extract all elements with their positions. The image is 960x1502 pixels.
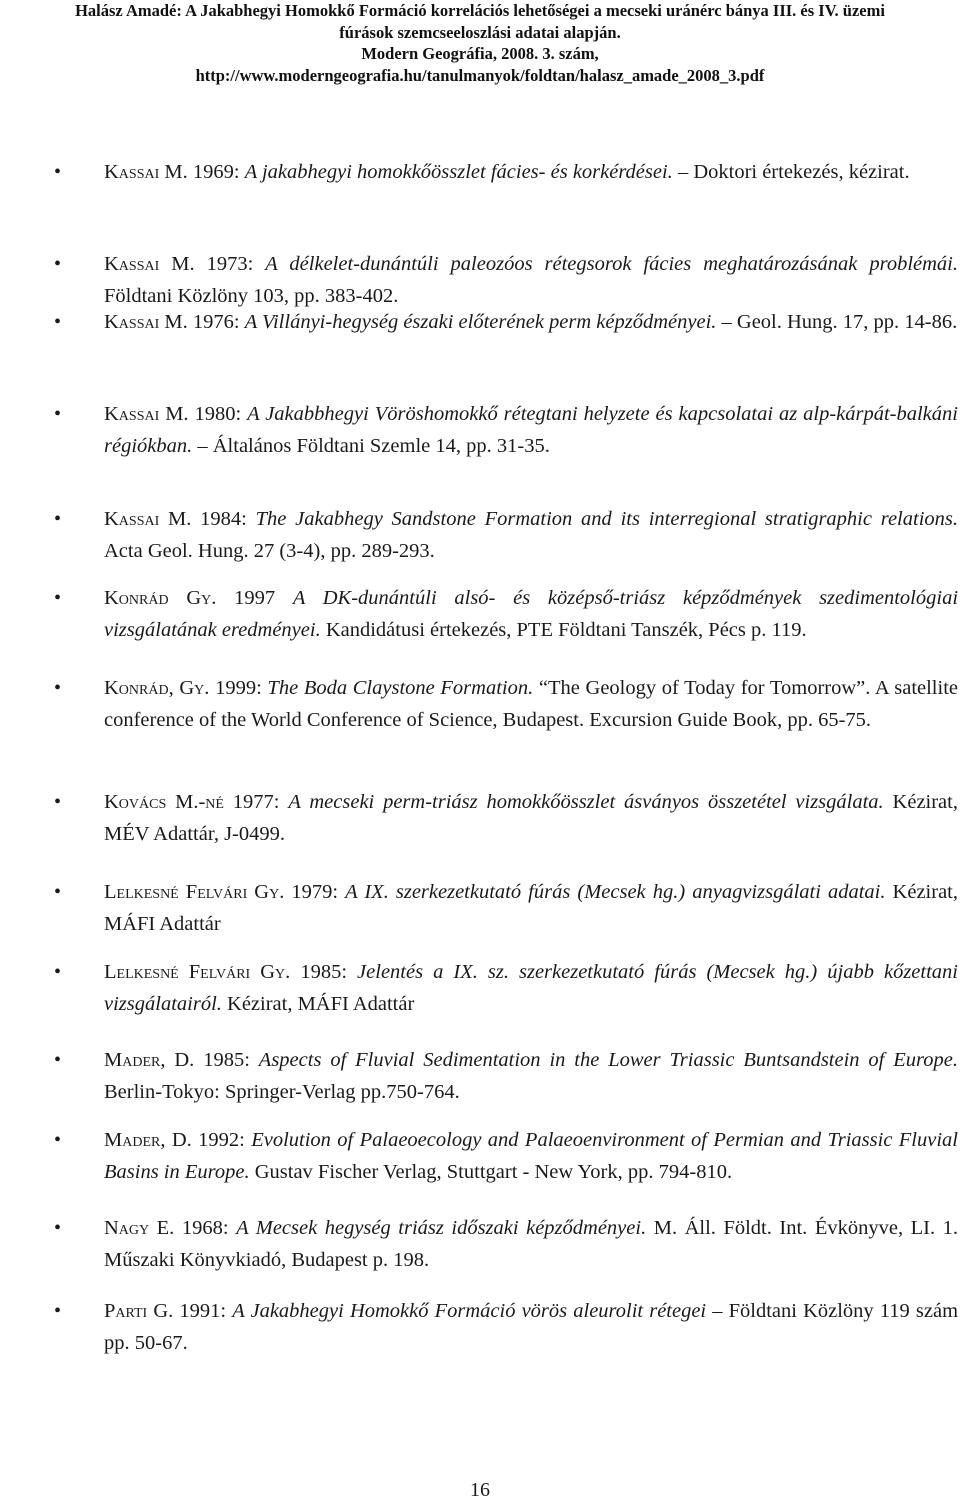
reference-title: The Jakabhegy Sandstone Formation and its interregional stratigraphic relations. — [255, 508, 958, 530]
reference-item — [54, 306, 958, 338]
reference-title: A délkelet-dunántúli paleozóos rétegsorok fácies meghatározásának problémái. — [265, 253, 958, 275]
reference-source: – Általános Földtani Szemle 14, pp. 31-35. — [192, 435, 550, 457]
bullet-icon: • — [54, 161, 62, 183]
bullet-icon: • — [54, 1049, 62, 1071]
bullet-icon: • — [54, 791, 62, 813]
reference-title: A Jakabhegyi Homokkő Formáció vörös aleurolit rétegei — [232, 1300, 707, 1322]
reference-author: Lelkesné Felvári Gy. — [104, 881, 285, 903]
header-line-3: Modern Geográfia, 2008. 3. szám, — [361, 44, 599, 63]
reference-author: Kassai M. — [104, 508, 192, 530]
reference-item — [54, 956, 958, 1020]
reference-year: 1999: — [209, 677, 268, 699]
bullet-icon: • — [54, 311, 62, 333]
reference-title: Aspects of Fluvial Sedimentation in the Lower Triassic Buntsandstein of Europe. — [258, 1049, 958, 1071]
reference-source: – Doktori értekezés, kézirat. — [672, 161, 910, 183]
bullet-icon: • — [54, 403, 62, 425]
reference-author: Parti G. — [104, 1300, 174, 1322]
reference-source: Gustav Fischer Verlag, Stuttgart - New York, pp. 794-810. — [249, 1161, 733, 1183]
reference-year: 1985: — [194, 1049, 259, 1071]
reference-source: – Geol. Hung. 17, pp. 14-86. — [716, 311, 958, 333]
reference-source: Berlin-Tokyo: Springer-Verlag pp.750-764. — [104, 1081, 460, 1103]
reference-source: Kézirat, MÉV Adattár, J-0499. — [104, 791, 958, 845]
reference-item — [54, 876, 958, 940]
reference-item — [54, 672, 958, 736]
reference-year: 1977: — [223, 791, 289, 813]
header-line-1: Halász Amadé: A Jakabhegyi Homokkő Formáció korrelációs lehetőségei a mecseki uránérc bánya III. és IV. üzemi — [75, 1, 885, 20]
reference-source: “The Geology of Today for Tomorrow”. A satellite conference of the World Conference of Science, Budapest. Excursion Guide Book, pp. 65-75. — [104, 677, 958, 731]
bullet-icon: • — [54, 1217, 62, 1239]
reference-author: Nagy E. — [104, 1217, 175, 1239]
bullet-icon: • — [54, 677, 62, 699]
reference-author: Konrád, Gy. — [104, 677, 210, 699]
reference-author: Lelkesné Felvári Gy. — [104, 961, 291, 983]
reference-author: Mader, D. — [104, 1129, 192, 1151]
reference-author: Kovács M.-né — [104, 791, 224, 813]
reference-title: A Mecsek hegység triász időszaki képződményei. — [236, 1217, 647, 1239]
bullet-icon: • — [54, 1300, 62, 1322]
reference-year: 1968: — [174, 1217, 237, 1239]
reference-source: Kézirat, MÁFI Adattár — [104, 881, 958, 935]
reference-author: Kassai M. — [104, 311, 188, 333]
reference-item — [54, 156, 958, 188]
bullet-icon: • — [54, 253, 62, 275]
reference-author: Kassai M. — [104, 403, 189, 425]
reference-year: 1984: — [191, 508, 256, 530]
reference-author: Konrád Gy. — [104, 587, 217, 609]
reference-author: Mader, D. — [104, 1049, 195, 1071]
reference-title: A DK-dunántúli alsó- és középső-triász képződmények szedimentológiai vizsgálatának eredményei. — [104, 587, 959, 641]
reference-title: A Villányi-hegység északi előterének perm képződményei. — [244, 311, 717, 333]
reference-source: Acta Geol. Hung. 27 (3-4), pp. 289-293. — [104, 540, 435, 562]
reference-year: 1997 — [216, 587, 293, 609]
reference-year: 1991: — [173, 1300, 233, 1322]
reference-year: 1985: — [290, 961, 358, 983]
reference-year: 1979: — [284, 881, 346, 903]
reference-title: A IX. szerkezetkutató fúrás (Mecsek hg.) anyagvizsgálati adatai. — [345, 881, 886, 903]
reference-title: The Boda Claystone Formation. — [267, 677, 534, 699]
reference-year: 1973: — [194, 253, 266, 275]
reference-year: 1969: — [187, 161, 245, 183]
reference-source: – Földtani Közlöny 119 szám pp. 50-67. — [104, 1300, 959, 1354]
reference-item — [54, 248, 958, 312]
header-line-4: http://www.moderngeografia.hu/tanulmanyok/foldtan/halasz_amade_2008_3.pdf — [195, 65, 765, 85]
reference-source: Kézirat, MÁFI Adattár — [221, 993, 415, 1015]
reference-item — [54, 1124, 958, 1188]
reference-title: A mecseki perm-triász homokkőösszlet ásványos összetétel vizsgálata. — [288, 791, 884, 813]
reference-title: Jelentés a IX. sz. szerkezetkutató fúrás (Mecsek hg.) újabb kőzettani vizsgálatairól. — [104, 961, 958, 1015]
reference-item — [54, 503, 958, 567]
reference-author: Kassai M. — [104, 161, 188, 183]
reference-source: M. Áll. Földt. Int. Évkönyve, LI. 1. Műszaki Könyvkiadó, Budapest p. 198. — [104, 1217, 958, 1271]
reference-title: A jakabhegyi homokkőösszlet fácies- és korkérdései. — [244, 161, 673, 183]
bullet-icon: • — [54, 1129, 62, 1151]
page-number: 16 — [470, 1479, 490, 1501]
reference-item — [54, 582, 959, 646]
bullet-icon: • — [54, 587, 62, 609]
reference-title: Evolution of Palaeoecology and Palaeoenvironment of Permian and Triassic Fluvial Basins in Europe. — [104, 1129, 958, 1183]
reference-item — [54, 1044, 958, 1108]
header-line-2: fúrások szemcseeloszlási adatai alapján. — [339, 22, 621, 42]
reference-item — [54, 398, 958, 462]
reference-author: Kassai M. — [104, 253, 195, 275]
reference-item — [54, 786, 958, 850]
reference-year: 1992: — [191, 1129, 252, 1151]
reference-title: A Jakabbhegyi Vöröshomokkő rétegtani helyzete és kapcsolatai az alp-kárpát-balkáni régiókban. — [104, 403, 958, 457]
reference-source: Földtani Közlöny 103, pp. 383-402. — [104, 285, 399, 307]
bullet-icon: • — [54, 881, 62, 903]
reference-year: 1980: — [188, 403, 248, 425]
bullet-icon: • — [54, 508, 62, 530]
reference-source: Kandidátusi értekezés, PTE Földtani Tanszék, Pécs p. 119. — [320, 619, 807, 641]
reference-item — [54, 1212, 958, 1276]
reference-year: 1976: — [187, 311, 245, 333]
bullet-icon: • — [54, 961, 62, 983]
reference-item — [54, 1295, 959, 1359]
